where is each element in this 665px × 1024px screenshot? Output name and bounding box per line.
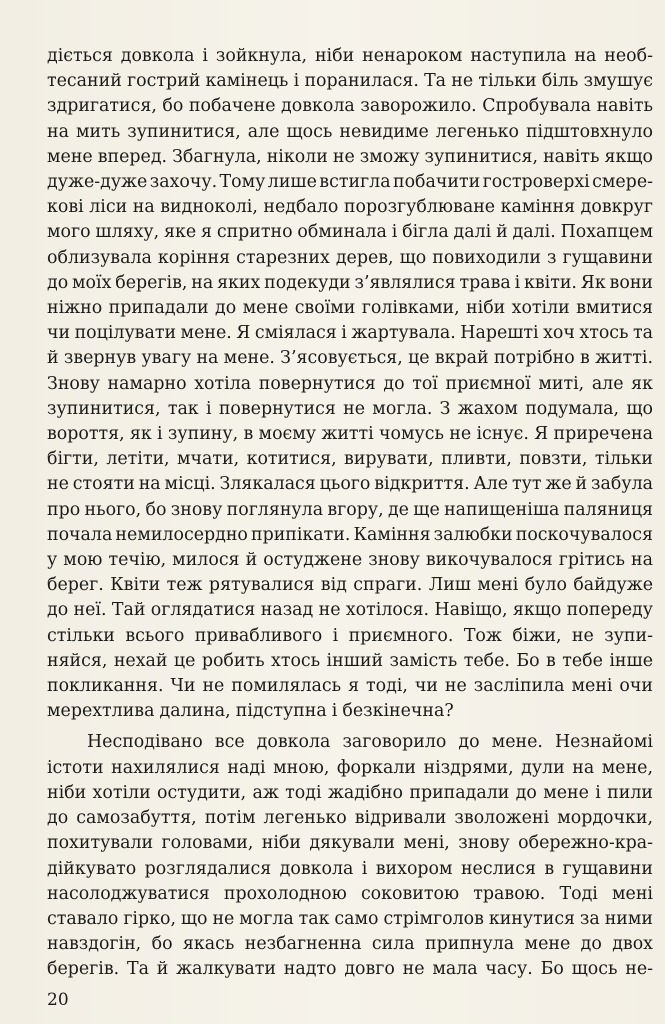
text-line: тесаний гострий камінець і поранилася. Та не тільки біль змушує <box>47 71 653 92</box>
text-line: ставало гірко, що не могла так само стрімголов кинутися за ними <box>47 908 653 929</box>
page-number: 20 <box>47 990 69 1010</box>
text-line: почала немилосердно припікати. Каміння залюбки поскочувалося <box>47 524 653 545</box>
text-line: зупинитися, так і повернутися не могла. З жахом подумала, що <box>47 398 653 419</box>
text-line: берег. Квіти теж рятувалися від спраги. Лиш мені було байдуже <box>47 575 653 596</box>
text-line: мого шляху, яке я спритно обминала і бігла далі й далі. Похапцем <box>47 222 653 243</box>
text-line: насолоджуватися прохолодною соковитою травою. Тоді мені <box>47 883 653 904</box>
text-line: до самозабуття, потім легенько відривали зволожені мордочки, <box>47 808 653 829</box>
paragraph-1 <box>47 44 653 724</box>
text-line: облизувала коріння старезних дерев, що повиходили з гущавини <box>47 247 653 268</box>
text-line: діється довкола і зойкнула, ніби ненароком наступила на необ- <box>47 46 653 66</box>
text-line: похитували головами, ніби дякували мені, знову обережно-кра- <box>47 833 653 854</box>
text-line: до моїх берегів, на яких подекуди з’являлися трава і квіти. Як вони <box>47 272 653 293</box>
text-line: не стояти на місці. Злякалася цього відкриття. Але тут же й забула <box>47 474 653 495</box>
paragraph-2 <box>47 730 653 982</box>
text-line: дійкувато розглядалися довкола і вихором неслися в гущавини <box>47 858 653 879</box>
text-line: істоти нахилялися наді мною, форкали ніздрями, дули на мене, <box>47 757 653 778</box>
text-line: навздогін, бо якась незбагненна сила припнула мене до двох <box>47 934 653 955</box>
text-line: чи поцілувати мене. Я сміялася і жартувала. Нарешті хоч хтось та <box>47 323 653 344</box>
body-text <box>47 44 653 983</box>
text-line: мене вперед. Збагнула, ніколи не зможу зупинитися, навіть якщо <box>47 146 653 167</box>
text-line: покликання. Чи не помилялась я тоді, чи не засліпила мені очи <box>47 676 653 697</box>
text-line: до неї. Тай оглядатися назад не хотілося. Навіщо, якщо попереду <box>47 600 653 621</box>
text-line: дуже-дуже захочу. Тому лише встигла побачити гостроверхі смере- <box>47 172 653 193</box>
text-line: няйся, нехай це робить хтось інший замість тебе. Бо в тебе інше <box>47 650 653 671</box>
text-line: здригатися, бо побачене довкола заворожило. Спробувала навіть <box>47 96 653 117</box>
text-line: Несподівано все довкола заговорило до мене. Незнайомі <box>87 732 653 753</box>
text-line: на мить зупинитися, але щось невидиме легенько підштовхнуло <box>47 121 653 142</box>
text-line: ніжно припадали до мене своїми голівками, ніби хотіли вмитися <box>47 298 653 319</box>
text-line: берегів. Та й жалкувати надто довго не мала часу. Бо щось не- <box>47 959 653 980</box>
text-line: ніби хотіли остудити, аж тоді жадібно припадали до мене і пили <box>47 782 653 803</box>
text-line: мерехтлива далина, підступна і безкінечна? <box>47 701 454 722</box>
text-line: бігти, летіти, мчати, котитися, вирувати, пливти, повзти, тільки <box>47 449 653 470</box>
text-line: й звернув увагу на мене. З’ясовується, це вкрай потрібно в житті. <box>47 348 653 369</box>
text-line: у мою течію, милося й остуджене знову викочувалося грітись на <box>47 550 653 571</box>
text-line: про нього, бо знову поглянула вгору, де ще напищеніша паляниця <box>47 499 653 520</box>
text-line: стільки всього привабливого і приємного. Тож біжи, не зупи- <box>47 625 653 646</box>
text-line: Знову намарно хотіла повернутися до тої приємної миті, але як <box>47 373 653 394</box>
text-line: кові ліси на видноколі, недбало порозгублюване каміння довкруг <box>47 197 653 218</box>
text-line: вороття, як і зупину, в моєму житті чомусь не існує. Я приречена <box>47 424 653 445</box>
